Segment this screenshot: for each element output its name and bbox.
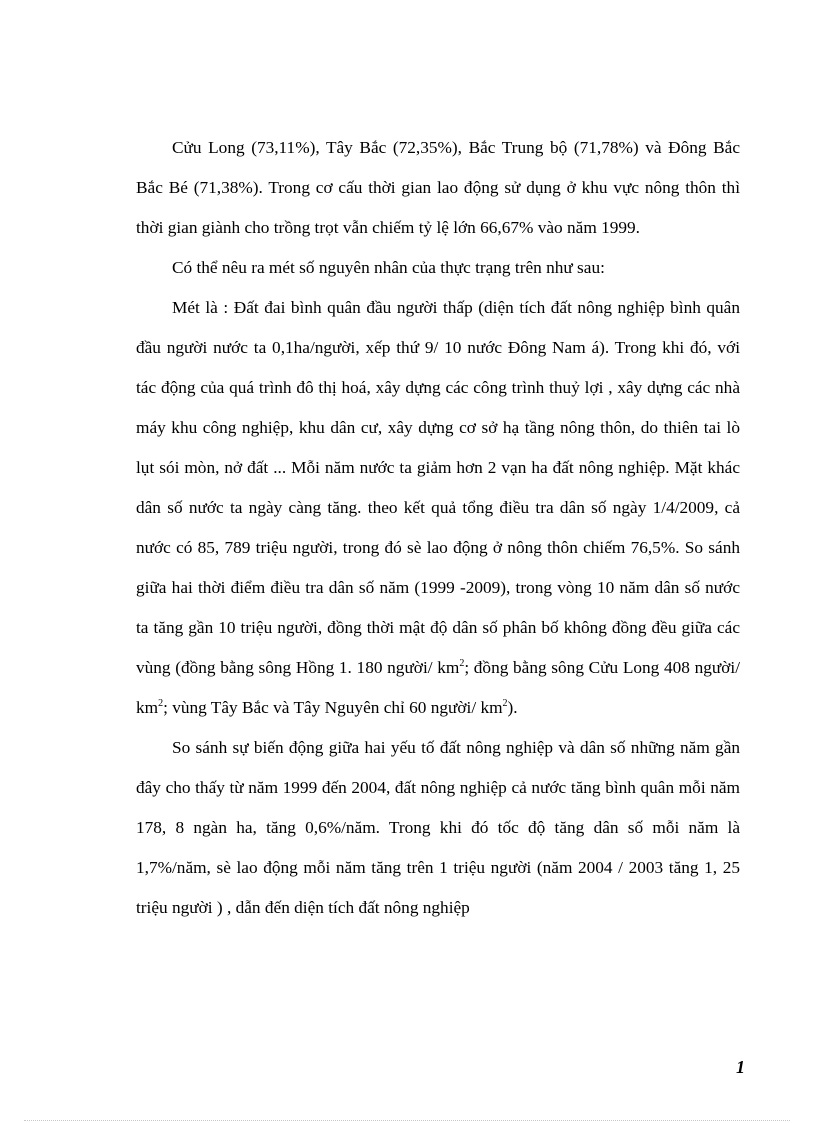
paragraph-3 [136,288,740,728]
paragraph-3-text: Mét là : Đất đai bình quân đầu người thấp (diện tích đất nông nghiệp bình quân đầu người nước ta 0,1ha/người, xếp thứ 9/ 10 nước Đông Nam á). Trong khi đó, với tác động của quá trình đô thị hoá, xây dựng các công trình thuỷ lợi , xây dựng các nhà máy khu công nghiệp, khu dân cư, xây dựng cơ sở hạ tầng nông thôn, do thiên tai lò lụt sói mòn, nở đất ... Mỗi năm nước ta giảm hơn 2 vạn ha đất nông nghiệp. Mặt khác dân số nước ta ngày càng tăng. theo kết quả tổng điều tra dân số ngày 1/4/2009, cả nước có 85, 789 triệu người, trong đó sè lao động ở nông thôn chiếm 76,5%. So sánh giữa hai thời điểm điều tra dân số năm (1999 -2009), trong vòng 10 năm dân số nước ta tăng gần 10 triệu người, đồng thời mật độ dân số phân bố không đồng đều giữa các vùng (đồng bằng sông Hồng 1. 180 người/ km [136,298,740,677]
superscript: 2 [158,698,164,710]
paragraph-4: So sánh sự biến động giữa hai yếu tố đất nông nghiệp và dân số những năm gần đây cho thấy từ năm 1999 đến 2004, đất nông nghiệp cả nước tăng bình quân mỗi năm 178, 8 ngàn ha, tăng 0,6%/năm. Trong khi đó tốc độ tăng dân số mỗi năm là 1,7%/năm, sè lao động mỗi năm tăng trên 1 triệu người (năm 2004 / 2003 tăng 1, 25 triệu người ) , dẫn đến diện tích đất nông nghiệp [136,738,740,917]
body-text [136,128,740,928]
superscript: 2 [459,658,465,670]
page-number: 1 [736,1057,745,1077]
superscript: 2 [502,698,508,710]
paragraph-3-text-part2: ; đồng bằng sông Cửu Long 408 người/ km [136,658,740,717]
paragraph-3-text-part3: ; vùng Tây Bắc và Tây Nguyên chỉ 60 người/ km [163,698,503,717]
footer-divider [24,1120,790,1121]
paragraph-2: Có thể nêu ra mét số nguyên nhân của thực trạng trên như sau: [172,258,605,277]
paragraph-3-text-end: ). [507,698,518,717]
paragraph-1: Cửu Long (73,11%), Tây Bắc (72,35%), Bắc Trung bộ (71,78%) và Đông Bắc Bắc Bé (71,38%). Trong cơ cấu thời gian lao động sử dụng ở khu vực nông thôn thì thời gian giành cho trồng trọt vẫn chiếm tỷ lệ lớn 66,67% vào năm 1999. [136,138,740,237]
